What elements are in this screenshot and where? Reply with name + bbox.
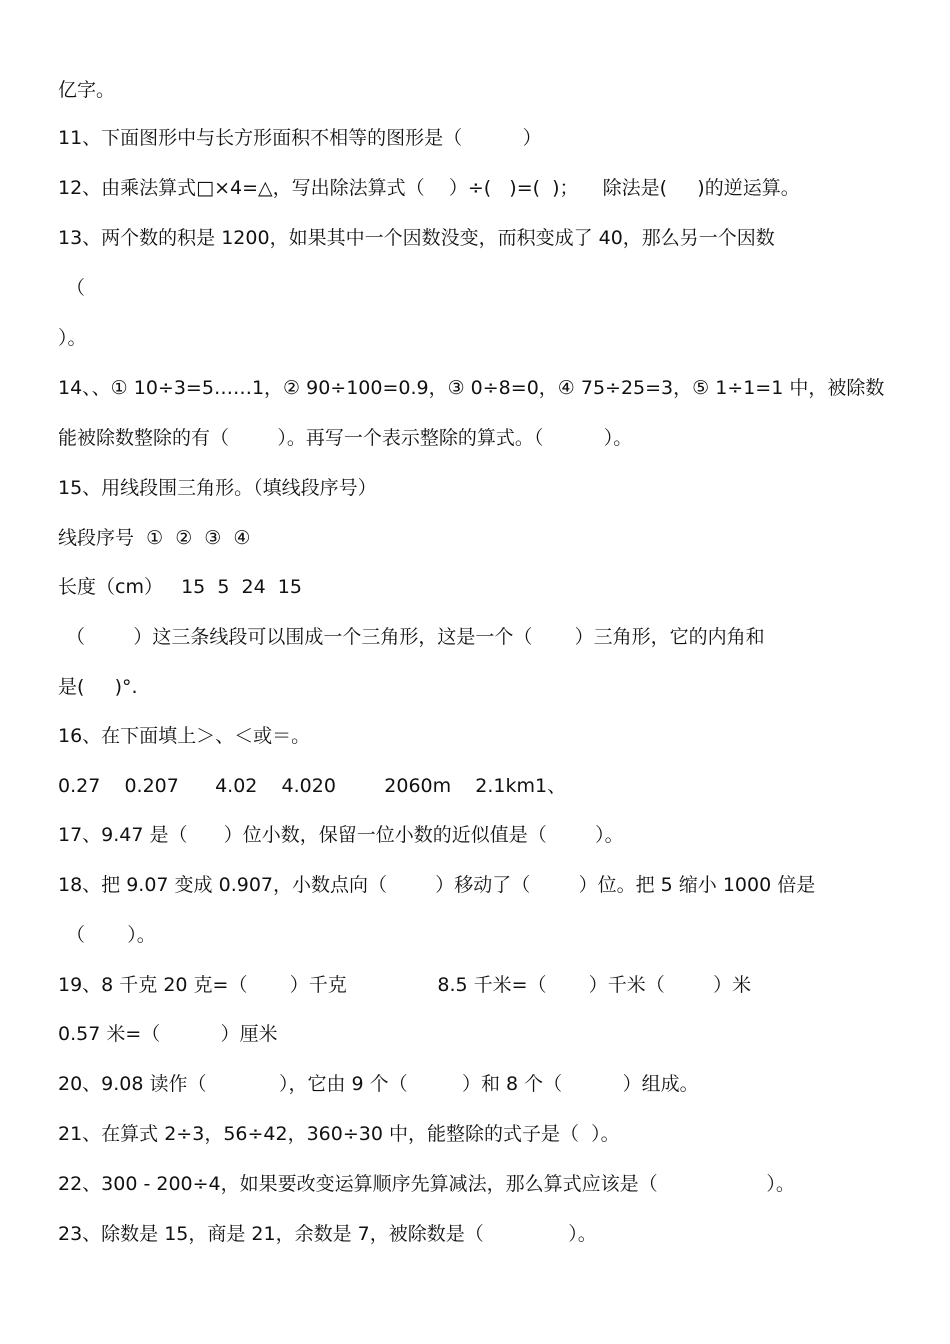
question-22: 22、300 - 200÷4，如果要改变运算顺序先算减法，那么算式应该是（ ）。	[58, 1173, 795, 1195]
question-15-angle-sum: 是( )°.	[58, 676, 138, 698]
question-13: 13、两个数的积是 1200，如果其中一个因数没变，而积变成了 40，那么另一个因数	[58, 227, 775, 249]
question-21: 21、在算式 2÷3，56÷42，360÷30 中，能整除的式子是（ ）。	[58, 1123, 620, 1145]
question-15: 15、用线段围三角形。（填线段序号）	[58, 477, 377, 499]
question-11: 11、下面图形中与长方形面积不相等的图形是（ ）	[58, 127, 542, 149]
question-15-blanks: （ ）这三条线段可以围成一个三角形，这是一个（ ）三角形，它的内角和	[66, 626, 765, 648]
question-13-blank-open: （	[66, 277, 86, 299]
question-18-continued: （ ）。	[66, 924, 156, 946]
segment-numbers-row: 线段序号 ① ② ③ ④	[58, 527, 251, 549]
question-18: 18、把 9.07 变成 0.907，小数点向（ ）移动了（ ）位。把 5 缩小 1000 倍是	[58, 874, 816, 896]
question-20: 20、9.08 读作（ ），它由 9 个（ ）和 8 个（ ）组成。	[58, 1073, 699, 1095]
question-14: 14、、① 10÷3=5……1，② 90÷100=0.9，③ 0÷8=0，④ 75÷25=3，⑤ 1÷1=1 中，被除数	[58, 377, 885, 399]
question-23: 23、除数是 15，商是 21，余数是 7，被除数是（ ）。	[58, 1223, 597, 1245]
question-14-continued: 能被除数整除的有（ ）。再写一个表示整除的算式。（ ）。	[58, 427, 633, 449]
question-19-continued: 0.57 米=（ ）厘米	[58, 1023, 278, 1045]
question-12: 12、由乘法算式□×4=△，写出除法算式（ ）÷( )=( )； 除法是( )的逆运算。	[58, 177, 800, 199]
question-19: 19、8 千克 20 克=（ ）千克 8.5 千米=（ ）千米（ ）米	[58, 974, 752, 996]
segment-lengths-row: 长度（cm） 15 5 24 15	[58, 576, 302, 598]
question-17: 17、9.47 是（ ）位小数，保留一位小数的近似值是（ ）。	[58, 824, 624, 846]
text-line-continuation: 亿字。	[58, 79, 116, 101]
question-16: 16、在下面填上＞、＜或＝。	[58, 725, 311, 747]
question-13-blank-close: ）。	[58, 327, 87, 349]
question-16-comparisons: 0.27 0.207 4.02 4.020 2060m 2.1km1、	[58, 775, 567, 797]
